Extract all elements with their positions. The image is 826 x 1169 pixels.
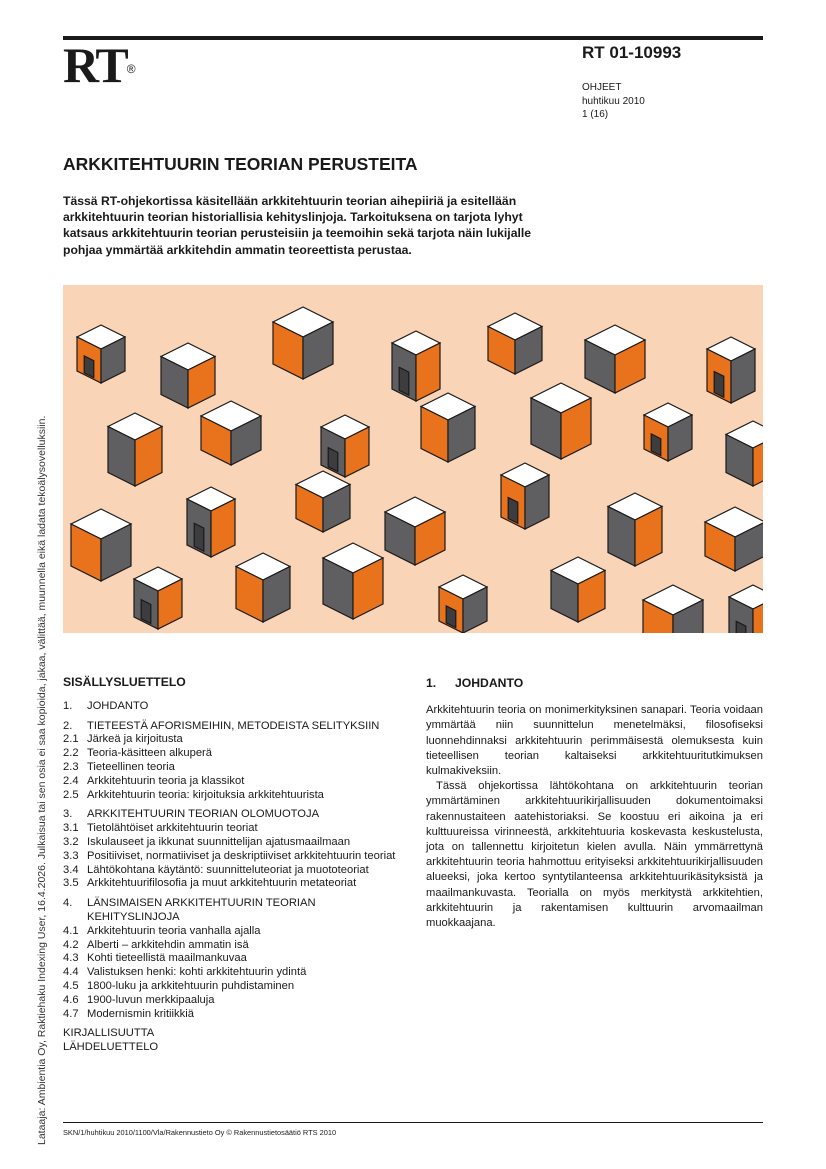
toc-item[interactable] xyxy=(63,836,403,850)
toc-item-number: 4.7 xyxy=(63,1007,79,1020)
intro-paragraph-1: Arkkitehtuurin teoria on monimerkityksinen sanapari. Teoria voidaan ymmärtää niin suunnittelun menetelmäksi, filosofiseksi luonnehdinnaksi arkkitehtuurin perimmäisestä olemuksesta kuin tieteellisen teorian kaltaiseksi arkkitehtuuritutkimuksen kulmakiveksiin. xyxy=(426,704,763,778)
isometric-boxes-illustration xyxy=(63,285,763,633)
document-date: huhtikuu 2010 xyxy=(582,95,645,107)
toc-item-number: 2.3 xyxy=(63,760,79,773)
toc-item-number: 2.5 xyxy=(63,788,79,801)
intro-title: JOHDANTO xyxy=(455,676,524,690)
iso-box xyxy=(705,507,763,571)
toc-item-number: 3.4 xyxy=(63,863,79,876)
toc-item-number: 2.2 xyxy=(63,747,79,760)
toc-item[interactable] xyxy=(63,939,403,953)
registered-mark: ® xyxy=(126,62,136,76)
box-opening xyxy=(141,600,151,624)
toc-item[interactable] xyxy=(63,1008,403,1022)
toc-item[interactable] xyxy=(63,761,403,775)
toc-extra xyxy=(63,1027,403,1055)
toc-item-label: Arkkitehtuurifilosofia ja muut arkkitehtuurin metateoriat xyxy=(87,877,357,890)
document-type: OHJEET xyxy=(582,82,622,93)
iso-box xyxy=(71,509,131,581)
toc-item-label: Järkeä ja kirjoitusta xyxy=(87,733,183,746)
toc-item-label: Modernismin kritiikkiä xyxy=(87,1007,194,1020)
iso-box xyxy=(585,325,645,393)
iso-box xyxy=(439,575,487,633)
iso-box xyxy=(551,557,605,622)
iso-box xyxy=(501,463,549,529)
toc-item-label: Positiiviset, normatiiviset ja deskriptiiviset arkkitehtuurin teoriat xyxy=(87,849,396,862)
toc-item-label: Arkkitehtuurin teoria ja klassikot xyxy=(87,774,245,787)
toc-item-label: Lähtökohtana käytäntö: suunnitteluteoriat ja muototeoriat xyxy=(87,863,369,876)
toc-item[interactable] xyxy=(63,925,403,939)
toc-item-number: 2.1 xyxy=(63,733,79,746)
toc-item-label: Valistuksen henki: kohti arkkitehtuurin ydintä xyxy=(87,966,307,979)
toc-item[interactable] xyxy=(63,720,403,734)
toc-item-label: Iskulauseet ja ikkunat suunnittelijan ajatusmaailmaan xyxy=(87,835,351,848)
toc-item-label: Kohti tieteellistä maailmankuvaa xyxy=(87,952,247,965)
toc-item-number: 3.2 xyxy=(63,835,79,848)
iso-box xyxy=(385,497,445,565)
toc-item[interactable] xyxy=(63,877,403,891)
document-meta xyxy=(582,81,645,122)
toc-section xyxy=(63,720,403,803)
toc-item-number: 4.1 xyxy=(63,924,79,937)
iso-box xyxy=(77,325,125,383)
box-opening xyxy=(508,498,518,524)
toc-item[interactable] xyxy=(63,897,403,925)
toc-item-number: 3.5 xyxy=(63,877,79,890)
document-number: RT 01-10993 xyxy=(582,43,682,62)
toc-item-label: Tieteellinen teoria xyxy=(87,760,175,773)
iso-box xyxy=(726,421,763,486)
iso-box xyxy=(108,413,162,486)
iso-box xyxy=(321,415,369,477)
toc-item[interactable] xyxy=(63,966,403,980)
toc-sections xyxy=(63,700,403,1022)
logo-text: RT xyxy=(63,37,127,93)
iso-box xyxy=(608,493,662,566)
toc-item-number: 3.3 xyxy=(63,849,79,862)
intro-heading xyxy=(426,676,763,691)
toc-item[interactable] xyxy=(63,980,403,994)
intro-paragraph-2: Tässä ohjekortissa lähtökohtana on arkkitehtuurin teorian ymmärtäminen arkkitehtuurikirjallisuuden dokumentoimaksi rakennustaiteen aatehistoriaksi. Se koostuu eri aikoina ja eri kulttuureissa virinneestä, arkkitehtuuria koskevasta keskustelusta, jota on tallennettu kirjoitetun kielen avulla. Näin ymmärrettynä arkkitehtuurin teoria hahmottuu erityiseksi arkkitehtuurikirjallisuuden alueeksi, joka kertoo syntytilanteensa arkkitehtuurikäsityksistä ja maailmankuvasta. Teorialla on myös merkitystä arkkitehtien, arkkitehtuurin ja rakentamisen kulttuurin arvomaailman muokkaajana. xyxy=(426,780,763,930)
toc-item-number: 4.6 xyxy=(63,993,79,1006)
table-of-contents xyxy=(63,676,403,1055)
toc-item-label: 1800-luku ja arkkitehtuurin puhdistaminen xyxy=(87,979,295,992)
toc-item[interactable] xyxy=(63,850,403,864)
iso-box xyxy=(707,337,755,403)
toc-item-label: Tietolähtöiset arkkitehtuurin teoriat xyxy=(87,822,258,835)
intro-number: 1. xyxy=(426,676,437,690)
cover-illustration xyxy=(63,285,763,633)
toc-item[interactable] xyxy=(63,994,403,1008)
toc-section xyxy=(63,700,403,714)
iso-box xyxy=(201,401,261,465)
toc-item-number: 3. xyxy=(63,808,73,821)
iso-box xyxy=(644,403,692,461)
iso-box xyxy=(236,553,290,622)
toc-item-number: 3.1 xyxy=(63,822,79,835)
iso-box xyxy=(134,567,182,629)
toc-item-number: 1. xyxy=(63,699,73,712)
iso-box xyxy=(161,343,215,408)
bottom-rule xyxy=(63,1122,763,1123)
toc-item-label: Alberti – arkkitehdin ammatin isä xyxy=(87,938,249,951)
iso-box xyxy=(392,331,440,401)
rt-logo xyxy=(63,37,136,93)
toc-item-number: 4. xyxy=(63,897,73,910)
iso-box xyxy=(296,471,350,532)
toc-extra-item[interactable]: LÄHDELUETTELO xyxy=(63,1041,159,1054)
toc-item-number: 4.5 xyxy=(63,979,79,992)
toc-item[interactable] xyxy=(63,864,403,878)
toc-item-label: JOHDANTO xyxy=(87,699,149,712)
toc-item[interactable] xyxy=(63,775,403,789)
toc-item[interactable] xyxy=(63,952,403,966)
iso-box xyxy=(323,543,383,619)
lead-paragraph: Tässä RT-ohjekortissa käsitellään arkkitehtuurin teorian aihepiiriä ja esitellään arkkitehtuurin teorian historiallisia kehityslinjoja. Tarkoituksena on tarjota lyhyt katsaus arkkitehtuurin teorian perusteisiin ja teemoihin sekä tarjota näin lukijalle pohjaa ymmärtää arkkitehdin ammatin teoreettista perustaa. xyxy=(63,194,532,257)
toc-item[interactable] xyxy=(63,747,403,761)
box-opening xyxy=(194,523,204,551)
page-count: 1 (16) xyxy=(582,109,609,120)
toc-section xyxy=(63,808,403,891)
iso-box xyxy=(273,307,333,379)
footer-imprint: SKN/1/huhtikuu 2010/1100/Vla/Rakennustieto Oy © Rakennustietosäätiö RTS 2010 xyxy=(63,1128,337,1137)
toc-item-label: TIETEESTÄ AFORISMEIHIN, METODEISTA SELITYKSIIN xyxy=(87,719,380,732)
toc-item-number: 2. xyxy=(63,719,73,732)
toc-item[interactable] xyxy=(63,789,403,803)
toc-item-label: Arkkitehtuurin teoria vanhalla ajalla xyxy=(87,924,261,937)
toc-item-label: Teoria-käsitteen alkuperä xyxy=(87,747,212,760)
box-opening xyxy=(714,372,724,398)
page-title: ARKKITEHTUURIN TEORIAN PERUSTEITA xyxy=(63,154,418,174)
toc-item-number: 4.2 xyxy=(63,938,79,951)
toc-item-label: Arkkitehtuurin teoria: kirjoituksia arkkitehtuurista xyxy=(87,788,324,801)
iso-box xyxy=(531,383,591,459)
toc-item-label: LÄNSIMAISEN ARKKITEHTUURIN TEORIAN KEHITYSLINJOJA xyxy=(87,897,316,923)
toc-item-number: 2.4 xyxy=(63,774,79,787)
iso-box xyxy=(643,585,703,633)
toc-item[interactable] xyxy=(63,808,403,822)
toc-item[interactable] xyxy=(63,733,403,747)
iso-box xyxy=(187,487,235,557)
iso-box xyxy=(729,585,763,633)
toc-item-number: 4.4 xyxy=(63,966,79,979)
box-opening xyxy=(399,367,409,395)
side-download-notice: Lataaja: Ambientia Oy, Raktiehaku Indexing User, 16.4.2026. Julkaisua tai sen osia ei saa kopioida, jakaa, välittää, muunnella eikä ladata tekoälysovelluksiin. xyxy=(36,415,48,1145)
toc-extra-item[interactable]: KIRJALLISUUTTA xyxy=(63,1027,155,1040)
iso-box xyxy=(421,393,475,462)
top-rule xyxy=(63,36,763,40)
iso-box xyxy=(488,313,542,374)
introduction-section xyxy=(426,676,763,931)
toc-item[interactable] xyxy=(63,822,403,836)
toc-heading: SISÄLLYSLUETTELO xyxy=(63,675,186,689)
toc-section xyxy=(63,897,403,1021)
toc-item-number: 4.3 xyxy=(63,952,79,965)
toc-item[interactable] xyxy=(63,700,403,714)
toc-item-label: 1900-luvun merkkipaaluja xyxy=(87,993,215,1006)
box-opening xyxy=(328,448,338,472)
toc-item-label: ARKKITEHTUURIN TEORIAN OLOMUOTOJA xyxy=(87,808,320,821)
